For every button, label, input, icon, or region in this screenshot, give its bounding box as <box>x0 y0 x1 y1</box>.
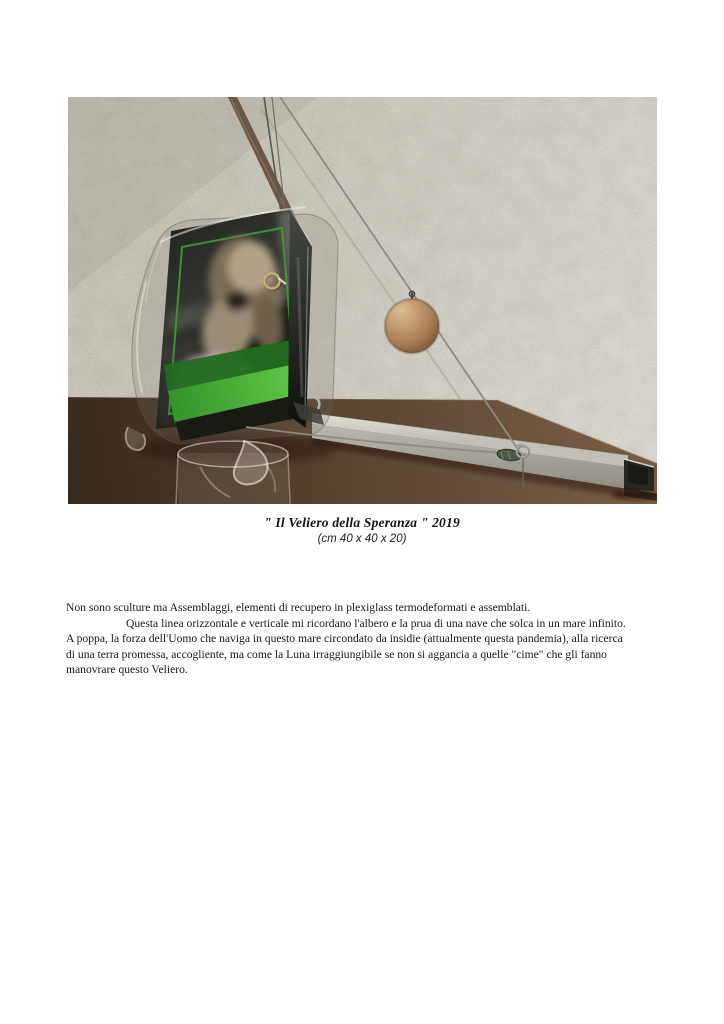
artwork-description <box>66 600 706 678</box>
description-line: di una terra promessa, accogliente, ma come la Luna irraggiungibile se non si aggancia a quelle "cime" che gli fanno <box>66 647 607 661</box>
artwork-title: " Il Veliero della Speranza " 2019 <box>264 515 460 530</box>
photo-grain <box>68 97 657 504</box>
description-line: A poppa, la forza dell'Uomo che naviga in questo mare circondato da insidie (attualmente questa pandemia), alla ricerca <box>66 632 623 645</box>
artwork-photo <box>68 97 657 504</box>
description-line: Non sono sculture ma Assemblaggi, elementi di recupero in plexiglass termodeformati e assemblati. <box>66 601 531 614</box>
description-line: Questa linea orizzontale e verticale mi ricordano l'albero e la prua di una nave che solca in un mare infinito. <box>126 616 626 630</box>
artwork-photo-illustration <box>68 97 657 504</box>
artwork-dimensions: (cm 40 x 40 x 20) <box>317 533 407 545</box>
description-line: manovrare questo Veliero. <box>66 663 188 676</box>
